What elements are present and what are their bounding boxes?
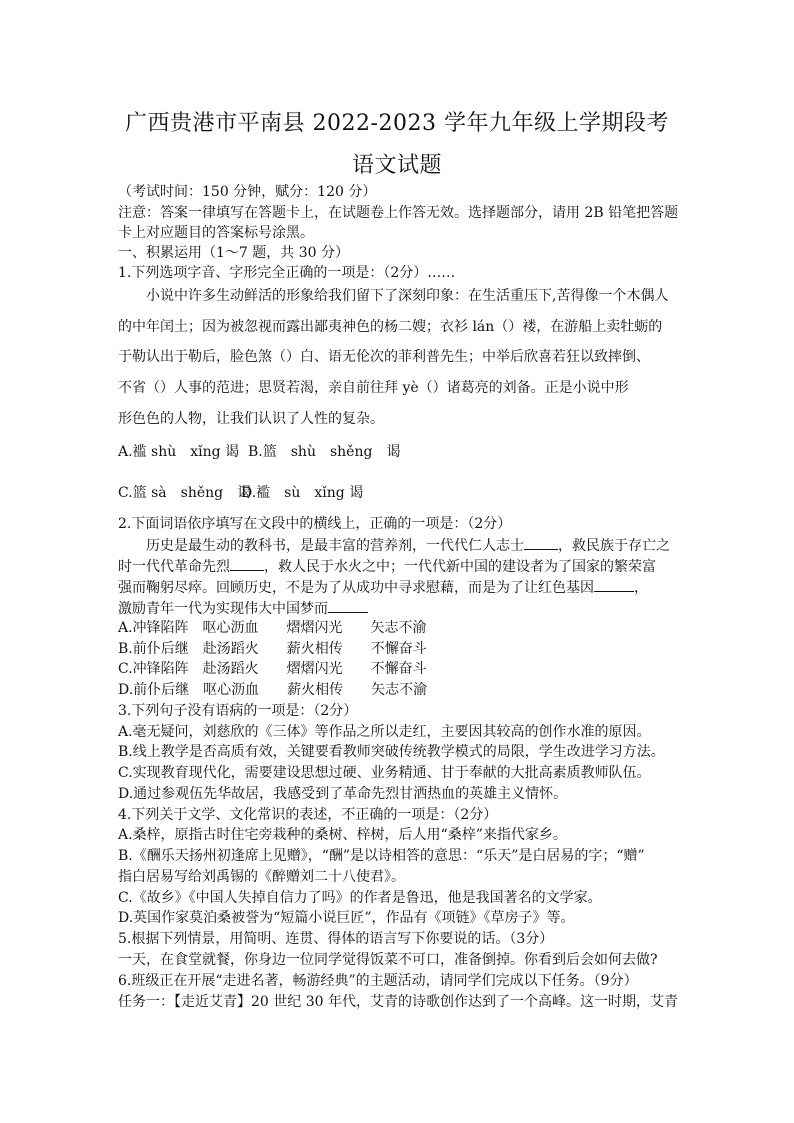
exam-time: （考试时间：150 分钟，赋分：120 分） — [118, 184, 377, 200]
q4-option-b: B.《酬乐天扬州初逢席上见赠》，“酬”是以诗相答的意思：“乐天”是白居易的字；“赠” — [118, 848, 645, 864]
answer-blank — [328, 598, 368, 613]
q2-text: 激励青年一代为实现伟大中国梦而 — [118, 601, 328, 617]
q1-stem: 1.下列选项字音、字形完全正确的一项是：（2分）…… — [118, 265, 456, 281]
q4-option-d: D.英国作家莫泊桑被誉为“短篇小说巨匠”，作品有《项链》《草房子》等。 — [118, 910, 575, 926]
q2-option-b: B.前仆后继 赴汤蹈火 薪火相传 不懈奋斗 — [118, 641, 427, 657]
answer-blank — [230, 556, 264, 571]
q6-task-1: 任务一：【走近艾青】20 世纪 30 年代，艾青的诗歌创作达到了一个高峰。这一时期，艾青 — [118, 994, 678, 1010]
q1-option-a: A.褴 shù xǐng 谒 — [118, 444, 240, 460]
q3-stem: 3.下列句子没有语病的一项是：（2分） — [118, 703, 358, 719]
q1-passage-line: 于勒认出于勒后，脸色煞（）白、语无伦次的菲利普先生；中举后欣喜若狂以致摔倒、 — [118, 349, 650, 365]
q2-text: 时一代代革命先烈 — [118, 559, 230, 575]
q2-passage-line — [118, 556, 688, 576]
q1-passage-line: 形色色的人物，让我们认识了人性的复杂。 — [118, 411, 384, 427]
page-subtitle: 语文试题 — [351, 153, 442, 178]
q2-text: ，救人民于水火之中；一代代新中国的建设者为了国家的繁荣富 — [264, 559, 656, 575]
answer-blank — [524, 535, 558, 550]
q2-option-d: D.前仆后继 呕心沥血 薪火相传 矢志不渝 — [118, 682, 428, 698]
q2-text: ，救民族于存亡之 — [558, 538, 670, 554]
q5-stem: 5.根据下列情景，用简明、连贯、得体的语言写下你要说的话。（3分） — [118, 931, 554, 947]
q4-option-c: C.《故乡》《中国人失掉自信力了吗》的作者是鲁迅，他是我国著名的文学家。 — [118, 890, 602, 906]
q3-option-a: A.毫无疑问，刘慈欣的《三体》等作品之所以走红，主要因其较高的创作水准的原因。 — [118, 724, 651, 740]
page-title: 广西贵港市平南县 2022-2023 学年九年级上学期段考 — [125, 111, 669, 136]
answer-blank — [594, 577, 634, 592]
q2-text: ， — [634, 580, 648, 596]
q1-option-b: B.篮 shù shěng 谒 — [248, 444, 401, 460]
q1-option-c: C.篮 sà shěng 谒 — [118, 485, 252, 501]
q1-option-d: D.褴 sù xǐng 谒 — [241, 485, 364, 501]
q2-stem: 2.下面词语依序填写在文段中的横线上，正确的一项是：（2分） — [118, 516, 512, 532]
q2-passage-line — [118, 577, 688, 597]
q5-scenario: 一天，在食堂就餐，你身边一位同学觉得饭菜不可口，准备倒掉。你看到后会如何去做? — [118, 952, 658, 968]
q1-passage-line: 的中年闰土；因为被忽视而露出鄙夷神色的杨二嫂；衣衫 lán（）褛，在游船上卖牡蛎的 — [118, 319, 663, 335]
q1-passage-line: 不省（）人事的范进；思贤若渴，亲自前往拜 yè（）诸葛亮的刘备。正是小说中形 — [118, 380, 629, 396]
q3-option-c: C.实现教育现代化，需要建设思想过硬、业务精通、甘于奉献的大批高素质教师队伍。 — [118, 765, 651, 781]
q2-option-c: C.冲锋陷阵 赴汤蹈火 熠熠闪光 不懈奋斗 — [118, 661, 427, 677]
q3-option-b: B.线上教学是否高质有效，关键要看教师突破传统教学模式的局限，学生改进学习方法。 — [118, 744, 665, 760]
notice-line-2: 卡上对应题目的答案标号涂黑。 — [118, 225, 314, 241]
q2-text: 历史是最生动的教科书，是最丰富的营养剂，一代代仁人志士 — [146, 538, 524, 554]
q4-stem: 4.下列关于文学、文化常识的表述，不正确的一项是：（2分） — [118, 807, 498, 823]
q6-stem: 6.班级正在开展“走进名著，畅游经典”的主题活动，请同学们完成以下任务。（9分） — [118, 973, 638, 989]
q3-option-d: D.通过参观伍先华故居，我感受到了革命先烈甘洒热血的英雄主义情怀。 — [118, 786, 568, 802]
q2-passage-line — [118, 598, 688, 618]
q4-option-a: A.桑梓，原指古时住宅旁栽种的桑树、梓树，后人用“桑梓”来指代家乡。 — [118, 827, 567, 843]
notice-line-1: 注意：答案一律填写在答题卡上，在试题卷上作答无效。选择题部分，请用 2B 铅笔把答题 — [118, 205, 679, 221]
q4-option-b-cont: 指白居易写给刘禹锡的《醉赠刘二十八使君》。 — [118, 869, 405, 885]
q2-passage-line — [146, 535, 716, 555]
q2-option-a: A.冲锋陷阵 呕心沥血 熠熠闪光 矢志不渝 — [118, 620, 427, 636]
q2-text: 强而鞠躬尽瘁。回顾历史，不是为了从成功中寻求慰藉，而是为了让红色基因 — [118, 580, 594, 596]
section-heading: 一、积累运用（1～7 题，共 30 分） — [118, 245, 349, 261]
q1-passage-line: 小说中许多生动鲜活的形象给我们留下了深刻印象：在生活重压下,苦得像一个木偶人 — [146, 288, 669, 304]
